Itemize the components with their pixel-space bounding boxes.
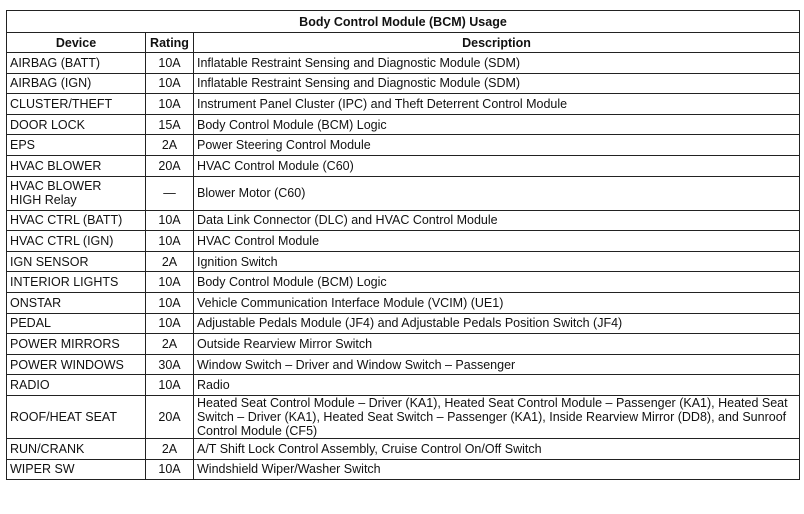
description-cell: Adjustable Pedals Module (JF4) and Adjustable Pedals Position Switch (JF4) xyxy=(194,313,800,334)
device-cell: AIRBAG (IGN) xyxy=(7,73,146,94)
device-cell: HVAC BLOWER xyxy=(7,155,146,176)
description-cell: Data Link Connector (DLC) and HVAC Control Module xyxy=(194,210,800,231)
rating-cell: 2A xyxy=(146,251,194,272)
rating-cell: 10A xyxy=(146,272,194,293)
rating-cell: 15A xyxy=(146,114,194,135)
description-cell: Outside Rearview Mirror Switch xyxy=(194,334,800,355)
device-cell: IGN SENSOR xyxy=(7,251,146,272)
device-cell: ROOF/HEAT SEAT xyxy=(7,395,146,438)
description-cell: Instrument Panel Cluster (IPC) and Theft Deterrent Control Module xyxy=(194,94,800,115)
bcm-usage-table xyxy=(6,10,800,480)
column-header-rating: Rating xyxy=(146,33,194,53)
table-row xyxy=(7,73,800,94)
table-row xyxy=(7,176,800,210)
description-cell: Body Control Module (BCM) Logic xyxy=(194,114,800,135)
table-row xyxy=(7,395,800,438)
table-row xyxy=(7,375,800,396)
rating-cell: 10A xyxy=(146,94,194,115)
table-row xyxy=(7,354,800,375)
table-row xyxy=(7,313,800,334)
device-cell: INTERIOR LIGHTS xyxy=(7,272,146,293)
rating-cell: 10A xyxy=(146,459,194,480)
table-row xyxy=(7,155,800,176)
rating-cell: 20A xyxy=(146,155,194,176)
description-cell: HVAC Control Module (C60) xyxy=(194,155,800,176)
column-header-description: Description xyxy=(194,33,800,53)
rating-cell: 10A xyxy=(146,210,194,231)
table-row xyxy=(7,231,800,252)
rating-cell: — xyxy=(146,176,194,210)
device-cell: POWER MIRRORS xyxy=(7,334,146,355)
rating-cell: 10A xyxy=(146,375,194,396)
table-row xyxy=(7,251,800,272)
description-cell: Windshield Wiper/Washer Switch xyxy=(194,459,800,480)
device-cell: ONSTAR xyxy=(7,292,146,313)
description-cell: Inflatable Restraint Sensing and Diagnostic Module (SDM) xyxy=(194,73,800,94)
rating-cell: 10A xyxy=(146,53,194,74)
column-header-device: Device xyxy=(7,33,146,53)
rating-cell: 10A xyxy=(146,73,194,94)
description-cell: Body Control Module (BCM) Logic xyxy=(194,272,800,293)
table-row xyxy=(7,53,800,74)
table-row xyxy=(7,438,800,459)
device-cell: AIRBAG (BATT) xyxy=(7,53,146,74)
table-row xyxy=(7,292,800,313)
device-cell: HVAC CTRL (IGN) xyxy=(7,231,146,252)
description-cell: Inflatable Restraint Sensing and Diagnostic Module (SDM) xyxy=(194,53,800,74)
description-cell: Radio xyxy=(194,375,800,396)
description-cell: Power Steering Control Module xyxy=(194,135,800,156)
description-cell: Vehicle Communication Interface Module (VCIM) (UE1) xyxy=(194,292,800,313)
table-row xyxy=(7,94,800,115)
description-cell: Ignition Switch xyxy=(194,251,800,272)
device-cell: PEDAL xyxy=(7,313,146,334)
table-row xyxy=(7,334,800,355)
rating-cell: 2A xyxy=(146,334,194,355)
table-title: Body Control Module (BCM) Usage xyxy=(7,11,800,33)
device-cell: HVAC CTRL (BATT) xyxy=(7,210,146,231)
description-cell: A/T Shift Lock Control Assembly, Cruise Control On/Off Switch xyxy=(194,438,800,459)
description-cell: HVAC Control Module xyxy=(194,231,800,252)
device-cell: RUN/CRANK xyxy=(7,438,146,459)
device-cell: EPS xyxy=(7,135,146,156)
rating-cell: 10A xyxy=(146,313,194,334)
table-row xyxy=(7,459,800,480)
rating-cell: 2A xyxy=(146,135,194,156)
table-row xyxy=(7,135,800,156)
rating-cell: 2A xyxy=(146,438,194,459)
device-cell: CLUSTER/THEFT xyxy=(7,94,146,115)
rating-cell: 10A xyxy=(146,231,194,252)
rating-cell: 30A xyxy=(146,354,194,375)
device-cell: POWER WINDOWS xyxy=(7,354,146,375)
rating-cell: 10A xyxy=(146,292,194,313)
device-cell: WIPER SW xyxy=(7,459,146,480)
table-row xyxy=(7,114,800,135)
description-cell: Blower Motor (C60) xyxy=(194,176,800,210)
table-row xyxy=(7,272,800,293)
rating-cell: 20A xyxy=(146,395,194,438)
description-cell: Heated Seat Control Module – Driver (KA1), Heated Seat Control Module – Passenger (KA1), Heated Seat Switch – Driver (KA1), Heated Seat Switch – Passenger (KA1), Inside Rearview Mirror (DD8), and Sunroof Control Module (CF5) xyxy=(194,395,800,438)
description-cell: Window Switch – Driver and Window Switch – Passenger xyxy=(194,354,800,375)
device-cell: HVAC BLOWER HIGH Relay xyxy=(7,176,146,210)
device-cell: RADIO xyxy=(7,375,146,396)
table-row xyxy=(7,210,800,231)
device-cell: DOOR LOCK xyxy=(7,114,146,135)
